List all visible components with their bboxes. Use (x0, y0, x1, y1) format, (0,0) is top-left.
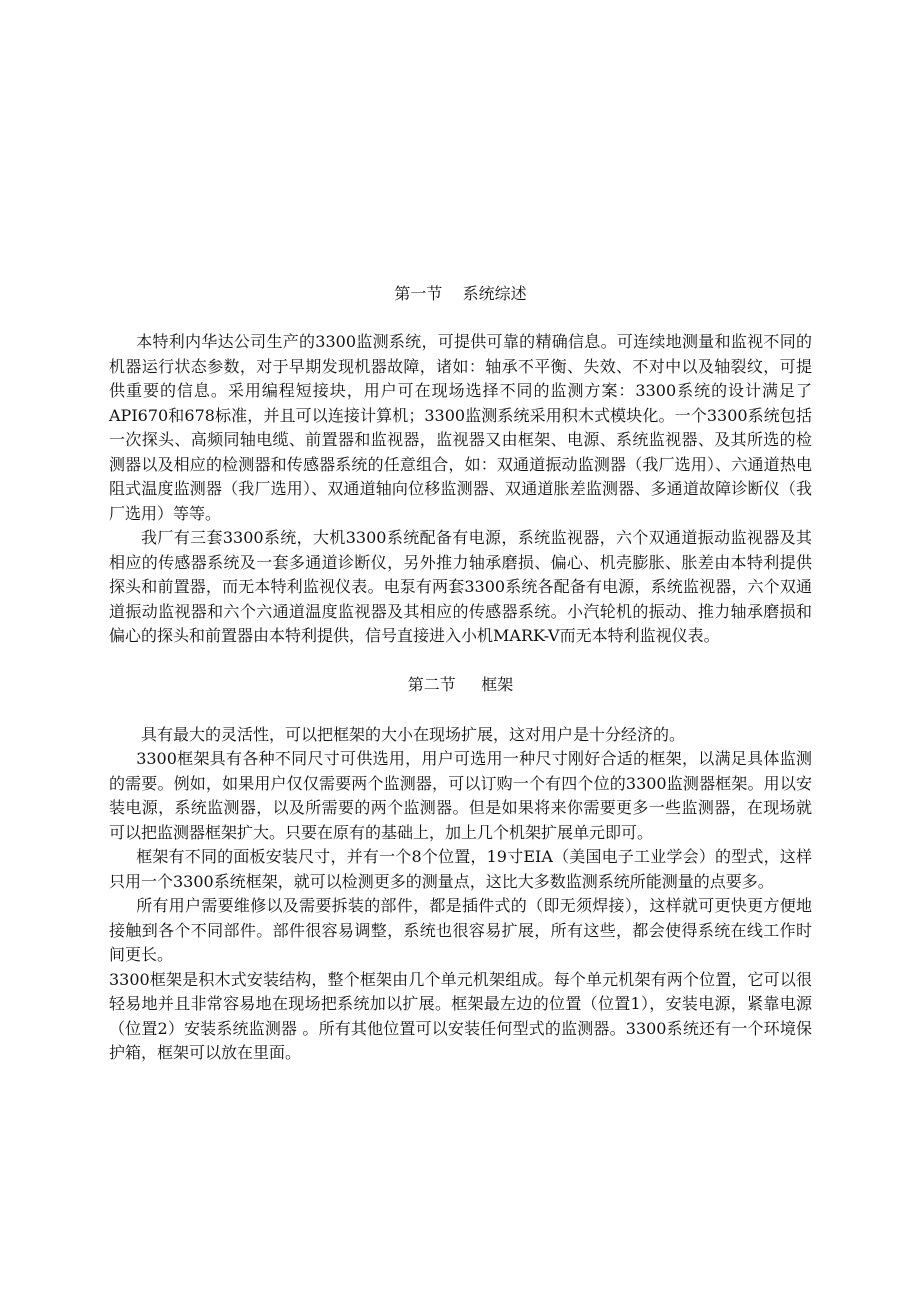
section-2-paragraph-2: 3300框架具有各种不同尺寸可供选用，用户可选用一种尺寸刚好合适的框架，以满足具体监测的需要。例如，如果用户仅仅需要两个监测器，可以订购一个有四个位的3300监测器框架。用以安装电源，系统监测器，以及所需要的两个监测器。但是如果将来你需要更多一些监测器，在现场就可以把监测器框架扩大。只要在原有的基础上，加上几个机架扩展单元即可。 (109, 749, 812, 842)
section-2-paragraph-3: 框架有不同的面板安装尺寸，并有一个8个位置，19寸EIA（美国电子工业学会）的型式，这样只用一个3300系统框架，就可以检测更多的测量点，这比大多数监测系统所能测量的点要多。 (109, 847, 812, 891)
section-2-heading: 第二节 框架 (407, 674, 514, 694)
document-body (109, 280, 812, 1066)
section-2-paragraph-5: 3300框架是积木式安装结构，整个框架由几个单元机架组成。每个单元机架有两个位置，它可以很轻易地并且非常容易地在现场把系统加以扩展。框架最左边的位置（位置1），安装电源，紧靠电源（位置2）安装系统监测器 。所有其他位置可以安装任何型式的监测器。3300系统还有一个环境保护箱，框架可以放在里面。 (109, 969, 812, 1062)
section-2-paragraph-1: 具有最大的灵活性，可以把框架的大小在现场扩展，这对用户是十分经济的。 (141, 724, 686, 744)
section-1-heading: 第一节 系统综述 (394, 284, 527, 303)
section-2-paragraph-4: 所有用户需要维修以及需要拆装的部件，都是插件式的（即无须焊接），这样就可更快更方便地接触到各个不同部件。部件很容易调整，系统也很容易扩展，所有这些，都会使得系统在线工作时间更长。 (109, 896, 812, 964)
section-1-paragraph-2: 我厂有三套3300系统，大机3300系统配备有电源，系统监视器，六个双通道振动监视器及其相应的传感器系统及一套多通道诊断仪，另外推力轴承磨损、偏心、机壳膨胀、胀差由本特利提供探头和前置器，而无本特利监视仪表。电泵有两套3300系统各配备有电源，系统监视器，六个双通道振动监视器和六个六通道温度监视器及其相应的传感器系统。小汽轮机的振动、推力轴承磨损和偏心的探头和前置器由本特利提供，信号直接进入小机MARK-V而无本特利监视仪表。 (109, 528, 812, 645)
section-1-paragraph-1: 本特利内华达公司生产的3300监测系统，可提供可靠的精确信息。可连续地测量和监视不同的机器运行状态参数，对于早期发现机器故障，诸如：轴承不平衡、失效、不对中以及轴裂纹，可提供重要的信息。采用编程短接块，用户可在现场选择不同的监测方案：3300系统的设计满足了API670和678标准，并且可以连接计算机；3300监测系统采用积木式模块化。一个3300系统包括一次探头、高频同轴电缆、前置器和监视器，监视器又由框架、电源、系统监视器、及其所选的检测器以及相应的检测器和传感器系统的任意组合，如：双通道振动监测器（我厂选用）、六通道热电阻式温度监测器（我厂选用）、双通道轴向位移监测器、双通道胀差监测器、多通道故障诊断仪（我厂选用）等等。 (109, 332, 812, 523)
